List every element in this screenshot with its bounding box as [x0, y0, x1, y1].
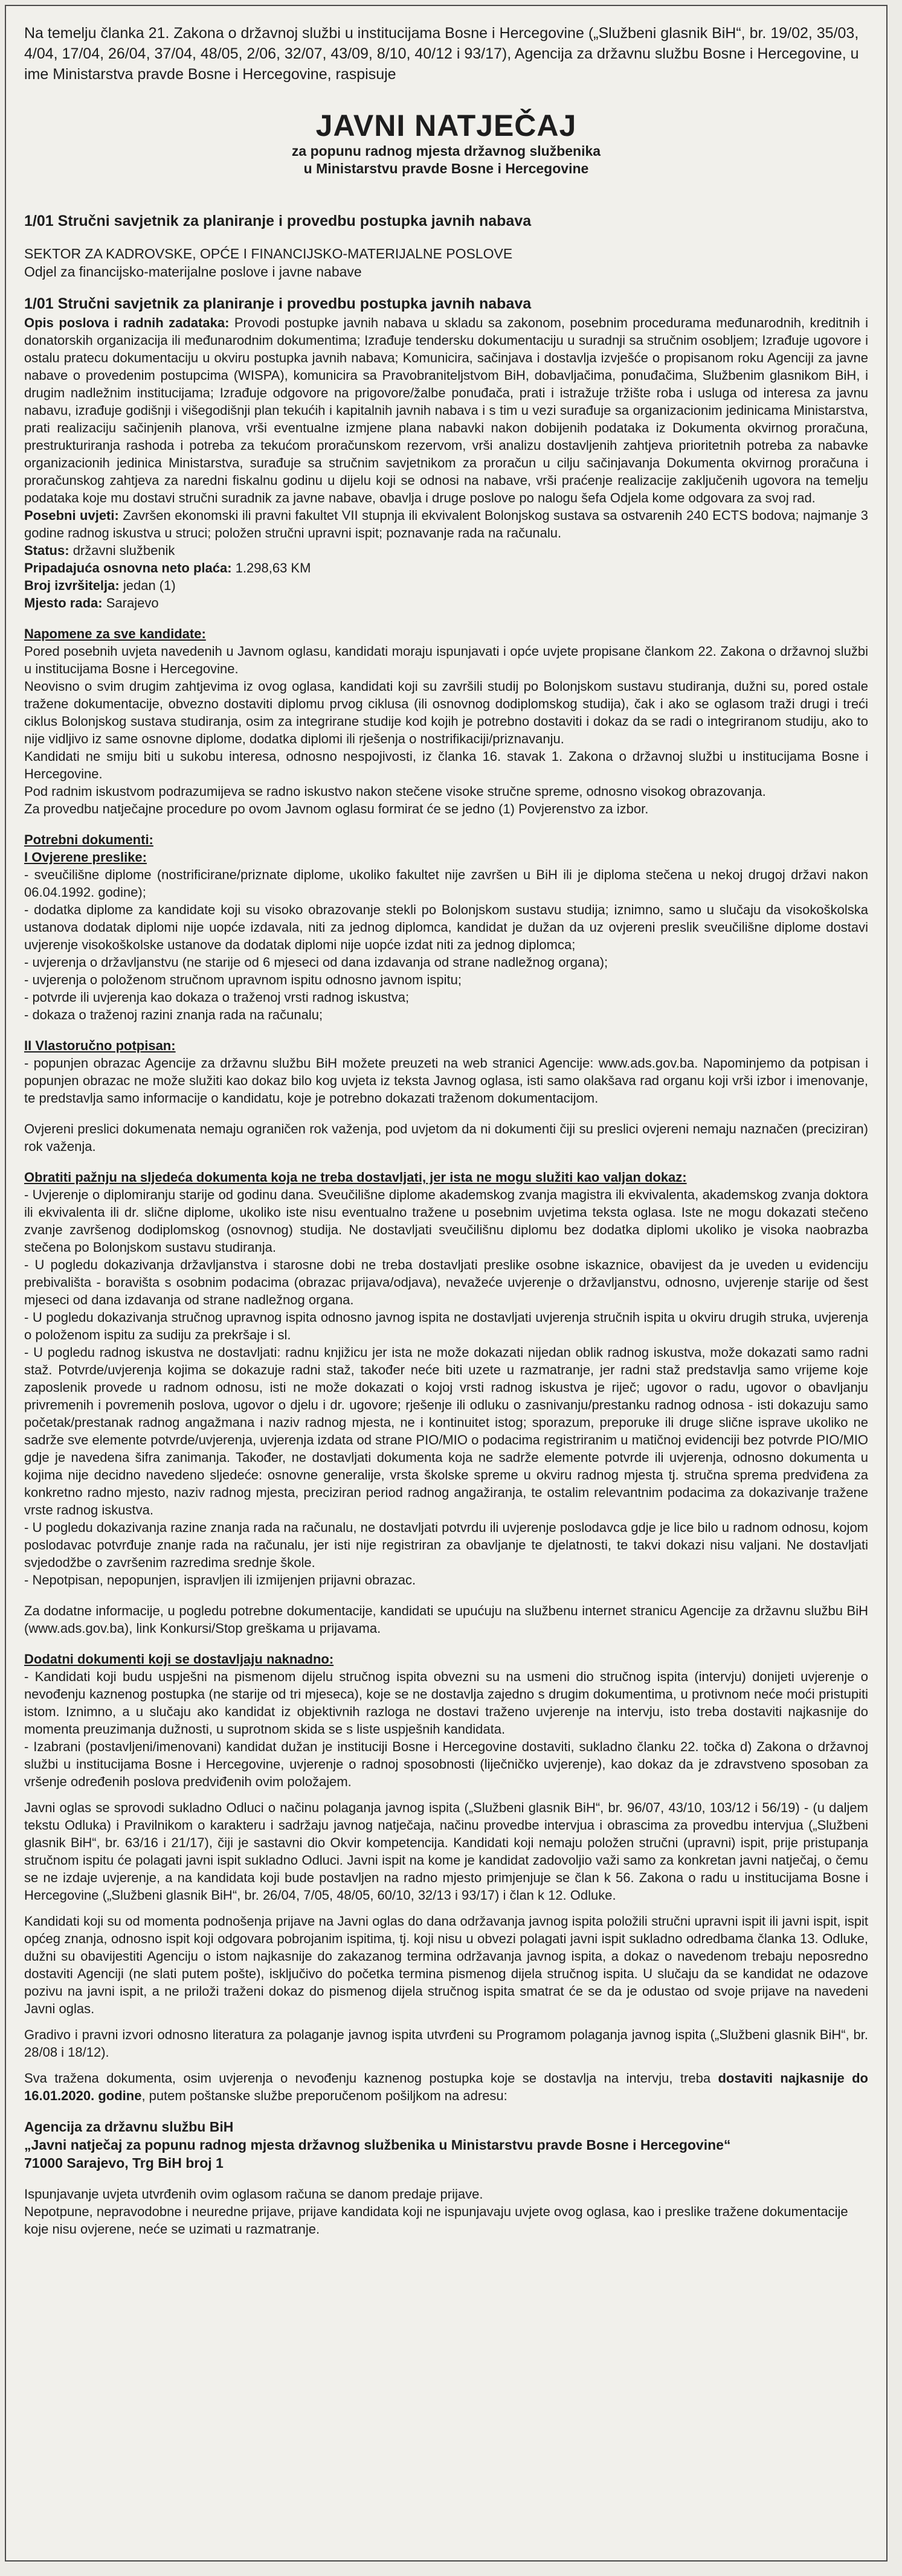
salary-value: 1.298,63 KM	[235, 560, 311, 575]
intro-paragraph: Na temelju članka 21. Zakona o državnoj službi u institucijama Bosne i Hercegovine („Službeni glasnik BiH“, br. 19/02, 35/03, 4/04, 17/04, 26/04, 37/04, 48/05, 2/06, 32/07, 43/09, 8/10, 40/12 i 93/17), Agencija za državnu službu Bosne i Hercegovine, u ime Ministarstva pravde Bosne i Hercegovine, raspisuje	[24, 25, 859, 83]
exam-paragraph-3: Gradivo i pravni izvori odnosno literatura za polaganje javnog ispita utvrđeni su Programom polaganja javnog ispita („Službeni glasnik BiH“, br. 28/08 i 18/12).	[24, 2027, 868, 2060]
position-heading: 1/01 Stručni savjetnik za planiranje i provedbu postupka javnih nabava	[24, 213, 532, 229]
final-note-2: Nepotpune, nepravodobne i neuredne prijave, prijave kandidata koji ne ispunjavaju uvjete ovog oglasa, kao i preslike tražene dokumentacije koje nisu ovjerene, neće se uzimati u razmatranje.	[24, 2204, 848, 2237]
place-line	[24, 594, 868, 612]
attention-item: - U pogledu dokazivanja stručnog upravnog ispita odnosno javnog ispita ne dostavljati uvjerenja stručnih ispita u okviru drugih struka, uvjerenja o položenom ispitu za sudiju za prekršaje i sl.	[24, 1310, 868, 1342]
duties-label: Opis poslova i radnih zadataka:	[24, 315, 230, 330]
deadline-date: dostaviti najkasnije do 16.01.2020. godine	[24, 2071, 868, 2103]
candidates-heading: Napomene za sve kandidate:	[24, 626, 206, 641]
place-label: Mjesto rada:	[24, 595, 103, 610]
candidates-paragraph-4: Pod radnim iskustvom podrazumijeva se radno iskustvo nakon stečene visoke stručne spreme, odnosno visokog obrazovanja.	[24, 784, 766, 799]
candidates-paragraph-2: Neovisno o svim drugim zahtjevima iz ovog oglasa, kandidati koji su završili studij po Bolonjskom sustavu studiranja, dužni su, pored ostale tražene dokumentacije, obvezno dostaviti diplomu prvog ciklusa (ili osnovnog dodiplomskog studija), čak i ako se oglasom traži drugi i treći ciklus Bolonjskog sustava studiranja, osim za integrirane studije kod kojih je potrebno dostaviti i dokaz da se radi o integriranom studiju, ako to nije vidljivo iz same osnovne diplome, dodatka diplomi ili rješenja o nostrifikaciji/priznavanju.	[24, 679, 868, 746]
documents-item: - sveučilišne diplome (nostrificirane/priznate diplome, ukoliko fakultet nije završen u BiH ili je diploma stečena u nekoj drugoj državi nakon 06.04.1992. godine);	[24, 867, 868, 900]
exam-paragraph-2: Kandidati koji su od momenta podnošenja prijave na Javni oglas do dana održavanja javnog ispita položili stručni upravni ispit ili javni ispit, ispit općeg znanja, odnosno ispit koji odgovara pobrojanim ispitima, tj. koji nisu u obvezi polagati javni ispit sukladno odredbama članka 13. Odluke, dužni su obavijestiti Agenciju o istom najkasnije do zakazanog termina održavanja javnog ispita, a dokaz o navedenom trebaju neposredno dostaviti Agenciji (ne slati putem pošte), isključivo do početka termina pismenog dijela stručnog ispita. U slučaju da se kandidat ne odazove pozivu na javni ispit, a ne priloži traženi dokaz do pismenog dijela stručnog ispita smatrat će se da je odustao od svoje prijave na navedeni Javni oglas.	[24, 1914, 868, 2016]
notice-document	[5, 5, 888, 2562]
count-line	[24, 577, 868, 594]
candidates-paragraph-3: Kandidati ne smiju biti u sukobu interesa, odnosno nespojivosti, iz članka 16. stavak 1. Zakona o državnoj službi u institucijama Bosne i Hercegovine.	[24, 749, 868, 781]
documents-subheading-2: II Vlastoručno potpisan:	[24, 1038, 176, 1053]
attention-item: - U pogledu dokazivanja državljanstva i starosne dobi ne treba dostavljati preslike osobne iskaznice, obavijest da je uveden u evidenciju prebivališta - boravišta s osobnim podacima (obrazac prijava/odjava), nevažeće uvjerenje o državljanstvu, odnosno, uvjerenje starije od šest mjeseci od dana izdavanja od strane nadležnog organa.	[24, 1257, 868, 1307]
salary-line	[24, 559, 868, 577]
position-heading-2: 1/01 Stručni savjetnik za planiranje i provedbu postupka javnih nabava	[24, 295, 532, 312]
validity-paragraph: Ovjereni preslici dokumenata nemaju ograničen rok važenja, pod uvjetom da ni dokumenti čiji su preslici ovjereni nemaju naznačen (preciziran) rok važenja.	[24, 1121, 868, 1154]
additional-heading: Dodatni dokumenti koji se dostavljaju naknadno:	[24, 1652, 334, 1667]
salary-label: Pripadajuća osnovna neto plaća:	[24, 560, 232, 575]
notice-subtitle-1: za popunu radnog mjesta državnog službenika	[291, 143, 601, 159]
documents-item: - uvjerenja o položenom stručnom upravnom ispitu odnosno javnom ispitu;	[24, 972, 462, 987]
count-label: Broj izvršitelja:	[24, 578, 120, 593]
count-value: jedan (1)	[123, 578, 176, 593]
notice-subtitle-2: u Ministarstvu pravde Bosne i Hercegovine	[303, 161, 589, 176]
additional-item: - Izabrani (postavljeni/imenovani) kandidat dužan je instituciji Bosne i Hercegovine dostaviti, sukladno članku 22. točka d) Zakona o državnoj službi u institucijama Bosne i Hercegovine, uvjerenje o radnoj sposobnosti (liječničko uvjerenje), kao dokaz da je zdravstveno sposoban za vršenje određenih poslova predviđenih ovim položajem.	[24, 1739, 868, 1789]
status-label: Status:	[24, 543, 69, 558]
address-line-3: 71000 Sarajevo, Trg BiH broj 1	[24, 2155, 224, 2171]
documents-item: - popunjen obrazac Agencije za državnu službu BiH možete preuzeti na web stranici Agencije: www.ads.gov.ba. Napominjemo da potpisan i popunjen obrazac ne može služiti kao dokaz bilo kog uvjeta iz teksta Javnog oglasa, isti samo olakšava rad organu koji vrši izbor i imenovanje, te predstavlja samo informacije o kandidatu, koje je potrebno dokazati traženom dokumentacijom.	[24, 1056, 868, 1106]
attention-item: - U pogledu radnog iskustva ne dostavljati: radnu knjižicu jer ista ne može dokazati nijedan oblik radnog iskustva, može dokazati samo radni staž. Potvrde/uvjerenja kojima se dokazuje radni staž, također neće biti uzete u razmatranje, jer radni staž predstavlja samo vrijeme koje zaposlenik provede u radnom odnosu, isti ne može dokazati o kojoj vrsti radnog iskustva je riječ; ugovor o radu, ugovor o obavljanju privremenih i povremenih poslova, ugovor o djelu i dr. ugovore; rješenje ili odluku o zasnivanju/prestanku radnog odnosa - isti dokazuju samo početak/prestanak radnog angažmana i naziv radnog mjesta, ne i kontinuitet istog; sporazum, preporuke ili druge slične isprave ukoliko ne sadrže sve elemente potvrde/uvjerenja, uvjerenja izdata od strane PIO/MIO o podacima registriranim u matičnoj evidenciji bez potvrde PIO/MIO gdje je navedena šifra zanimanja. Također, ne dostavljati dokumenta koja ne sadrže elemente potvrde ili uvjerenja, odnosno dokumenta u kojima nije decidno navedeno sljedeće: osnovne generalije, vrsta školske spreme u okviru radnog mjesta tj. stručna sprema predviđena za konkretno radno mjesto, naziv radnog mjesta, preciziran period radnog angažiranja, te ostalim relevantnim podacima za dokazivanje tražene vrste radnog iskustva.	[24, 1345, 868, 1517]
special-label: Posebni uvjeti:	[24, 508, 119, 523]
deadline-paragraph	[24, 2069, 868, 2104]
status-value: državni službenik	[72, 543, 175, 558]
sector-name: SEKTOR ZA KADROVSKE, OPĆE I FINANCIJSKO-MATERIJALNE POSLOVE	[24, 246, 513, 261]
attention-item: - U pogledu dokazivanja razine znanja rada na računalu, ne dostavljati potvrdu ili uvjerenje poslodavca gdje je lice bilo u radnom odnosu, kojom poslodavac potvrđuje znanje rada na računalu, jer isti nije registriran za obavljanje te djelatnosti, te takvi dokazi nisu valjani. Ne dostavljati svjedodžbe o završenim razredima srednje škole.	[24, 1520, 868, 1570]
documents-item: - dodatka diplome za kandidate koji su visoko obrazovanje stekli po Bolonjskom sustavu studija; iznimno, samo u slučaju da visokoškolska ustanova dodatak diplomi nije uopće izdavala, niti za jednog diplomca, kandidat je dužan da uz ovjereni preslik sveučilišne diplome dostavi uvjerenje visokoškolske ustanove da dodatak diplomi nije uopće izdat niti za jednog diplomca;	[24, 902, 868, 952]
duties-paragraph	[24, 314, 868, 507]
duties-text: Provodi postupke javnih nabava u skladu sa zakonom, posebnim procedurama međunarodnih, kreditnih i donatorskih organizacija ili međunarodnim dokumentima; Izrađuje tendersku dokumentaciju u suradnji sa stručnim osobljem; Izrađuje ugovore i ostalu pratecu dokumentaciju u okviru postupka javnih nabava; Komunicira, sačinjava i dostavlja izvješće o propisanom roku Agenciji za javne nabave o provedenim postupcima (WISPA), komunicira sa Pravobraniteljstvom BiH, dobavljačima, ponuđačima, Službenim glasnikom BiH, i drugim nadležnim institucijama; Izrađuje odgovore na prigovore/žalbe ponuđača, prati i istražuje tržište roba i usluga od interesa za javnu nabavu, izrađuje godišnji i višegodišnji plan tekućih i kapitalnih javnih nabava i s tim u vezi surađuje sa organizacionim jedinicama Ministarstva, prati realizaciju sačinjenih planova, vrši eventualne izmjene plana nabavki nakon dobijenih podataka iz Dokumenta okvirnog proračuna, prestrukturiranja rashoda i potreba za tekućom proračunskom rezervom, vrši analizu dostavljenih zahtjeva prioritetnih potreba za nabavke organizacionih jedinica Ministarstva, surađuje sa stručnim savjetnikom za proračun u cilju sačinjavanja Dokumenta okvirnog proračuna i proračunskog zahtjeva za naredni fiskalnu godinu u dijelu koji se odnosi na nabave, vrši praćenje realizacije zaključenih ugovora na temelju podataka koje mu dostavi stručni suradnik za javne nabave, obavlja i druge poslove po nalogu šefa Odjela kome odgovara za svoj rad.	[24, 315, 868, 505]
documents-subheading-1: I Ovjerene preslike:	[24, 850, 147, 865]
address-line-1: Agencija za državnu službu BiH	[24, 2119, 234, 2135]
candidates-paragraph-1: Pored posebnih uvjeta navedenih u Javnom oglasu, kandidati moraju ispunjavati i opće uvjete propisane člankom 22. Zakona o državnoj službi u institucijama Bosne i Hercegovine.	[24, 644, 868, 676]
status-line	[24, 542, 868, 559]
documents-item: - uvjerenja o državljanstvu (ne starije od 6 mjeseci od dana izdavanja od strane nadležnog organa);	[24, 955, 608, 970]
exam-paragraph-1: Javni oglas se sprovodi sukladno Odluci o načinu polaganja javnog ispita („Službeni glasnik BiH“, br. 96/07, 43/10, 103/12 i 56/19) - (u daljem tekstu Odluka) i Pravilnikom o karakteru i sadržaju javnog natječaja, načinu provedbe intervjua i obrascima za provedbu intervjua („Službeni glasnik BiH“, br. 63/16 i 21/17), čiji je sastavni dio Okvir kompetencija. Kandidati koji nemaju položen stručni (upravni) ispit, prije pristupanja stručnom ispitu će polagati javni ispit sukladno Odluci. Javni ispit na kome je kandidat zadovoljio važi samo za konkretan javni natječaj, o čemu se ne izdaje uvjerenje, a na kandidata koji bude postavljen na radno mjesto primjenjuje se član k 56. Zakona o radu u institucijama Bosne i Hercegovine („Službeni glasnik BiH“, br. 26/04, 7/05, 48/05, 60/10, 32/13 i 93/17) i član k 12. Odluke.	[24, 1800, 868, 1903]
address-line-2: „Javni natječaj za popunu radnog mjesta državnog službenika u Ministarstvu pravde Bosne i Hercegovine“	[24, 2137, 731, 2153]
final-note-1: Ispunjavanje uvjeta utvrđenih ovim oglasom računa se danom predaje prijave.	[24, 2187, 483, 2202]
additional-item: - Kandidati koji budu uspješni na pismenom dijelu stručnog ispita obvezni su na usmeni dio stručnog ispita (intervju) donijeti uvjerenje o nevođenju kaznenog postupka (ne starije od tri mjeseca), koje se ne dostavlja zajedno s drugim dokumentima, u protivnom neće moći pristupiti istom. Iznimno, a u slučaju ako kandidat iz objektivnih razloga ne dostavi traženo uvjerenje na intervju, isto treba dostaviti najkasnije do momenta preuzimanja dužnosti, u suprotnom skida se s liste uspješnih kandidata.	[24, 1669, 868, 1737]
title-block	[24, 109, 868, 178]
documents-heading: Potrebni dokumenti:	[24, 832, 153, 847]
candidates-paragraph-5: Za provedbu natječajne procedure po ovom Javnom oglasu formirat će se jedno (1) Povjerenstvo za izbor.	[24, 801, 649, 816]
department-name: Odjel za financijsko-materijalne poslove i javne nabave	[24, 264, 362, 280]
deadline-start: Sva tražena dokumenta, osim uvjerenja o nevođenju kaznenog postupka koje se dostavlja na intervju, treba	[24, 2071, 718, 2086]
attention-item: - Nepotpisan, nepopunjen, ispravljen ili izmijenjen prijavni obrazac.	[24, 1572, 416, 1588]
info-paragraph: Za dodatne informacije, u pogledu potrebne dokumentacije, kandidati se upućuju na službenu internet stranicu Agencije za državnu službu BiH (www.ads.gov.ba), link Konkursi/Stop greškama u prijavama.	[24, 1603, 868, 1636]
notice-title: JAVNI NATJEČAJ	[315, 109, 577, 143]
special-conditions	[24, 507, 868, 542]
attention-heading: Obratiti pažnju na sljedeća dokumenta koja ne treba dostavljati, jer ista ne mogu služiti kao valjan dokaz:	[24, 1170, 687, 1185]
documents-item: - potvrde ili uvjerenja kao dokaza o traženoj vrsti radnog iskustva;	[24, 990, 410, 1005]
documents-item: - dokaza o traženoj razini znanja rada na računalu;	[24, 1007, 323, 1022]
attention-item: - Uvjerenje o diplomiranju starije od godinu dana. Sveučilišne diplome akademskog zvanja magistra ili ekvivalenta, akademskog zvanja doktora ili ekvivalenta ili dr. slične diplome, ukoliko iste nisu eventualno tražene u posebnim uvjetima teksta oglasa. Iste ne mogu dokazati stečeno zvanje završenog dodiplomskog (osnovnog) studija. Ne dostavljati sveučilišnu diplomu bez dodatka diplomi ukoliko je visoka naobrazba stečena po Bolonjskom sustavu studiranja.	[24, 1187, 868, 1255]
place-value: Sarajevo	[106, 595, 159, 610]
special-text: Završen ekonomski ili pravni fakultet VII stupnja ili ekvivalent Bolonjskog sustava sa ostvarenih 240 ECTS bodova; najmanje 3 godine radnog iskustva u struci; položen stručni upravni ispit; poznavanje rada na računalu.	[24, 508, 868, 540]
deadline-end: , putem poštanske službe preporučenom pošiljkom na adresu:	[141, 2088, 507, 2103]
